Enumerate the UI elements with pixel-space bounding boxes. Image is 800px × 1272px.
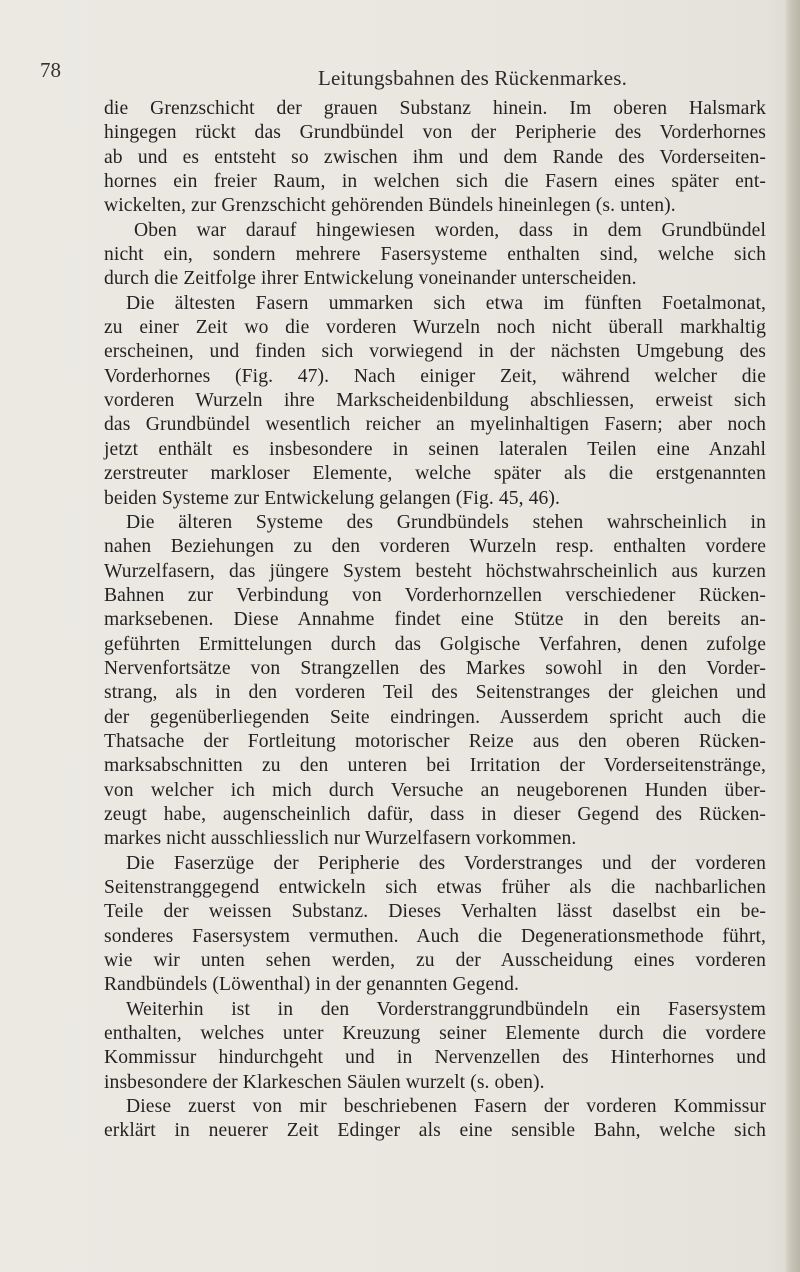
text-line: Nervenfortsätze von Strangzellen des Markes sowohl in den Vorder-: [104, 657, 766, 679]
text-line: der gegenüberliegenden Seite eindringen. Ausserdem spricht auch die: [104, 706, 766, 728]
text-line: Kommissur hindurchgeht und in Nervenzellen des Hinterhornes und: [104, 1047, 766, 1069]
text-line: insbesondere der Klarkeschen Säulen wurzelt (s. oben).: [104, 1071, 545, 1093]
text-line: wie wir unten sehen werden, zu der Ausscheidung eines vorderen: [104, 950, 766, 972]
text-line: enthalten, welches unter Kreuzung seiner Elemente durch die vordere: [104, 1023, 766, 1045]
text-line: erscheinen, und finden sich vorwiegend in der nächsten Umgebung des: [104, 341, 766, 363]
text-line: Thatsache der Fortleitung motorischer Reize aus den oberen Rücken-: [104, 730, 766, 752]
page-header: [40, 58, 748, 96]
text-line: Diese zuerst von mir beschriebenen Fasern der vorderen Kommissur: [126, 1096, 766, 1118]
text-line: marksabschnitten zu den unteren bei Irritation der Vorderseitenstränge,: [104, 755, 766, 777]
text-line: nahen Beziehungen zu den vorderen Wurzeln resp. enthalten vordere: [104, 536, 766, 558]
text-line: zu einer Zeit wo die vorderen Wurzeln noch nicht überall markhaltig: [104, 317, 766, 339]
text-line: Teile der weissen Substanz. Dieses Verhalten lässt daselbst ein be-: [104, 901, 766, 923]
text-line: wickelten, zur Grenzschicht gehörenden Bündels hineinlegen (s. unten).: [104, 195, 676, 217]
text-line: Die Faserzüge der Peripherie des Vorderstranges und der vorderen: [126, 852, 766, 874]
text-line: Die älteren Systeme des Grundbündels stehen wahrscheinlich in: [126, 511, 766, 533]
text-line: hingegen rückt das Grundbündel von der Peripherie des Vorderhornes: [104, 122, 766, 144]
text-line: jetzt enthält es insbesondere in seinen lateralen Teilen eine Anzahl: [104, 438, 766, 460]
text-line: Weiterhin ist in den Vorderstranggrundbündeln ein Fasersystem: [126, 998, 766, 1020]
text-line: nicht ein, sondern mehrere Fasersysteme enthalten sind, welche sich: [104, 244, 766, 266]
text-line: von welcher ich mich durch Versuche an neugeborenen Hunden über-: [104, 779, 766, 801]
page-edge: [786, 0, 800, 1272]
page-number: 78: [40, 58, 61, 82]
text-line: durch die Zeitfolge ihrer Entwickelung voneinander unterscheiden.: [104, 268, 637, 290]
text-line: zerstreuter markloser Elemente, welche später als die erstgenannten: [104, 463, 766, 485]
text-line: Bahnen zur Verbindung von Vorderhornzellen verschiedener Rücken-: [104, 584, 766, 606]
text-line: ab und es entsteht so zwischen ihm und dem Rande des Vorderseiten-: [104, 146, 766, 168]
text-line: strang, als in den vorderen Teil des Seitenstranges der gleichen und: [104, 682, 766, 704]
text-line: beiden Systeme zur Entwickelung gelangen (Fig. 45, 46).: [104, 487, 561, 509]
text-line: Die ältesten Fasern ummarken sich etwa im fünften Foetalmonat,: [126, 292, 766, 314]
text-line: geführten Ermittelungen durch das Golgische Verfahren, denen zufolge: [104, 633, 766, 655]
text-line: Wurzelfasern, das jüngere System besteht höchstwahrscheinlich aus kurzen: [104, 560, 766, 582]
text-line: die Grenzschicht der grauen Substanz hinein. Im oberen Halsmark: [104, 98, 766, 119]
text-line: erklärt in neuerer Zeit Edinger als eine sensible Bahn, welche sich: [104, 1120, 766, 1142]
text-line: hornes ein freier Raum, in welchen sich die Fasern eines später ent-: [104, 171, 766, 193]
text-line: Randbündels (Löwenthal) in der genannten Gegend.: [104, 974, 520, 996]
body-text: [104, 97, 766, 1144]
text-line: markes nicht ausschliesslich nur Wurzelfasern vorkommen.: [104, 828, 577, 850]
text-line: sonderes Fasersystem vermuthen. Auch die Degenerationsmethode führt,: [104, 925, 766, 947]
text-line: vorderen Wurzeln ihre Markscheidenbildung abschliessen, erweist sich: [104, 390, 766, 412]
text-line: marksebenen. Diese Annahme findet eine Stütze in den bereits an-: [104, 609, 766, 631]
running-head: Leitungsbahnen des Rückenmarkes.: [318, 66, 628, 90]
text-line: Vorderhornes (Fig. 47). Nach einiger Zeit, während welcher die: [104, 365, 766, 387]
text-line: Seitenstranggegend entwickeln sich etwas früher als die nachbarlichen: [104, 877, 766, 898]
text-line: zeugt habe, augenscheinlich dafür, dass in dieser Gegend des Rücken-: [104, 803, 766, 825]
text-line: Oben war darauf hingewiesen worden, dass in dem Grundbündel: [134, 219, 766, 241]
text-line: das Grundbündel wesentlich reicher an myelinhaltigen Fasern; aber noch: [104, 414, 766, 436]
